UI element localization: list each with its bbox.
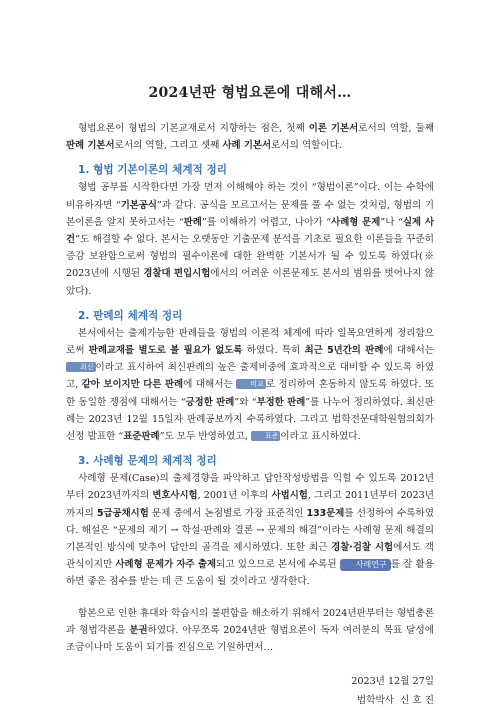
text: 로서의 역할, 둘째 <box>358 123 435 134</box>
bold-text: 실제 사건 <box>66 216 435 246</box>
bold-text: 판례 기본서 <box>66 140 115 152</box>
text: 되고 있으므로 본서에 수록된 <box>216 559 340 571</box>
latest-tag: 최신 <box>66 362 96 372</box>
text: ”과 같다. 공식을 모르고서는 문제를 풀 수 없는 것처럼, 형법의 기본이론을 알지 못하고서는 “ <box>66 199 434 228</box>
bold-text: 5급공채시험 <box>96 507 149 519</box>
bold-text: 사례형 문제 <box>331 216 381 228</box>
text: 형법 공부를 시작한다면 가장 먼저 이해해야 하는 것이 “형법이론”이다. 이는 수학에 비유하자면 “ <box>66 182 434 211</box>
section-heading-3: 3. 사례형 문제의 체계적 정리 <box>78 455 217 468</box>
text: 로서의 역할이다. <box>271 140 343 152</box>
section-1-paragraph <box>66 179 434 299</box>
intro-paragraph <box>66 120 434 154</box>
bold-text: 변호사시험 <box>152 490 198 502</box>
bold-text: 표준판례 <box>123 431 160 443</box>
text: ”를 이해하기 어렵고, 나아가 “ <box>201 216 332 228</box>
bold-text: 부정한 판례 <box>256 396 306 408</box>
bold-text: 판례교재를 별도로 볼 필요가 없도록 <box>88 345 243 357</box>
bold-text: 긍정한 판례 <box>185 396 235 408</box>
signature-block <box>66 672 434 710</box>
bold-text: 같아 보이지만 다른 판례 <box>81 379 184 391</box>
bold-text: 사법시험 <box>271 490 308 502</box>
text: ”도 해결할 수 없다. 본서는 오랫동안 기출문제 분석을 기초로 필요한 이론들을 꾸준히 증감 보완함으로써 형법의 필수이론에 대한 완벽한 기본서가 될 수 있도록 하였다(※ 2023년에 시행된 <box>66 234 434 280</box>
text: 로 정리하여 혼동하지 않도록 하였다. 또한 동일한 쟁점에 대해서는 “ <box>66 379 435 408</box>
text: 에 대해서는 <box>383 345 435 357</box>
section-heading-1: 1. 형법 기본이론의 체계적 정리 <box>78 164 227 177</box>
text: 이라고 표시하였다. <box>280 431 361 443</box>
text: 합본으로 인한 휴대와 학습시의 불편함을 해소하기 위해서 2024년판부터는 형법총론과 형법각론을 <box>66 607 434 636</box>
closing-paragraph <box>66 605 434 657</box>
text: , 그리고 2011년부터 2023년까지의 <box>66 490 434 519</box>
text: 이라고 표시하여 최신판례의 높은 출제비중에 효과적으로 대비할 수 있도록 하였고, <box>66 362 434 391</box>
bold-text: 경찰·검찰 시험 <box>331 542 394 554</box>
signature-author: 법학박사 신 호 진 <box>356 695 434 707</box>
text: 사례형 문제(Case)의 출제경향을 파악하고 답안작성방법을 익힐 수 있도록 2012년부터 2023년까지의 <box>66 473 434 502</box>
bold-text: 사례 기본서 <box>222 140 272 152</box>
section-2-paragraph <box>66 325 434 445</box>
text: ”도 모두 반영하였고, <box>159 431 251 443</box>
bold-text: 판례 <box>183 216 202 228</box>
bold-text: 기본공식 <box>120 199 157 211</box>
text: 로서의 역할, 그리고 셋째 <box>114 140 223 152</box>
text: 형법요론이 형법의 기본교재로서 지향하는 점은, 첫째 <box>78 123 309 134</box>
standard-tag: 표준 <box>251 431 281 441</box>
text: 하였다. 특히 <box>242 345 305 357</box>
bold-text: 사례형 문제가 자주 출제 <box>115 559 217 571</box>
section-3-paragraph <box>66 470 434 590</box>
text: 문제 중에서 논점별로 가장 표준적인 <box>148 507 307 519</box>
text: ”와 “ <box>234 396 257 408</box>
bold-text: 경찰대 편입시험 <box>143 268 211 280</box>
case-study-tag: 사례연구 <box>340 559 391 571</box>
text: , 2001년 이후의 <box>197 490 272 502</box>
page-title: 2024년판 형법요론에 대해서… <box>148 85 352 101</box>
text: 본서에서는 출제가능한 판례들을 형법의 이론적 체계에 따라 일목요연하게 정리함으로써 <box>66 327 434 357</box>
text: 를 선정하여 수록하였다. 해설은 “문제의 제기 → 학설·판례와 결론 → 문제의 해결”이라는 사례형 문제 해결의 기본적인 방식에 맞추어 답안의 골격을 제시하였다. 또한 최근 <box>66 507 435 554</box>
bold-text: 최근 5년간의 판례 <box>304 345 384 357</box>
text: ”나 “ <box>380 216 403 228</box>
text: 에서의 어려운 이론문제도 본서의 범위를 벗어나지 않았다). <box>66 268 434 297</box>
text: 하였다. 아무쪼록 2024년판 형법요론이 독자 여러분의 목표 달성에 조금이나마 도움이 되기를 진심으로 기원하면서… <box>66 624 434 654</box>
bold-text: 이론 기본서 <box>308 123 359 134</box>
text: 에서도 객관식이지만 <box>66 542 434 571</box>
bold-text: 133문제 <box>306 507 345 519</box>
signature-date: 2023년 12월 27일 <box>351 676 434 688</box>
text: ”를 나누어 정리하였다. 최신판례는 2023년 12월 15일자 판례공보까지 수록하였다. 그리고 법학전문대학원협의회가 선정 발표한 “ <box>66 396 434 443</box>
bold-text: 분권 <box>129 624 148 636</box>
section-heading-2: 2. 판례의 체계적 정리 <box>78 309 183 322</box>
compare-tag: 비교 <box>236 379 266 389</box>
text: 를 잘 활용하면 좋은 점수를 받는 데 큰 도움이 될 것이라고 생각한다. <box>66 559 434 588</box>
text: 에 대해서는 <box>183 379 237 391</box>
